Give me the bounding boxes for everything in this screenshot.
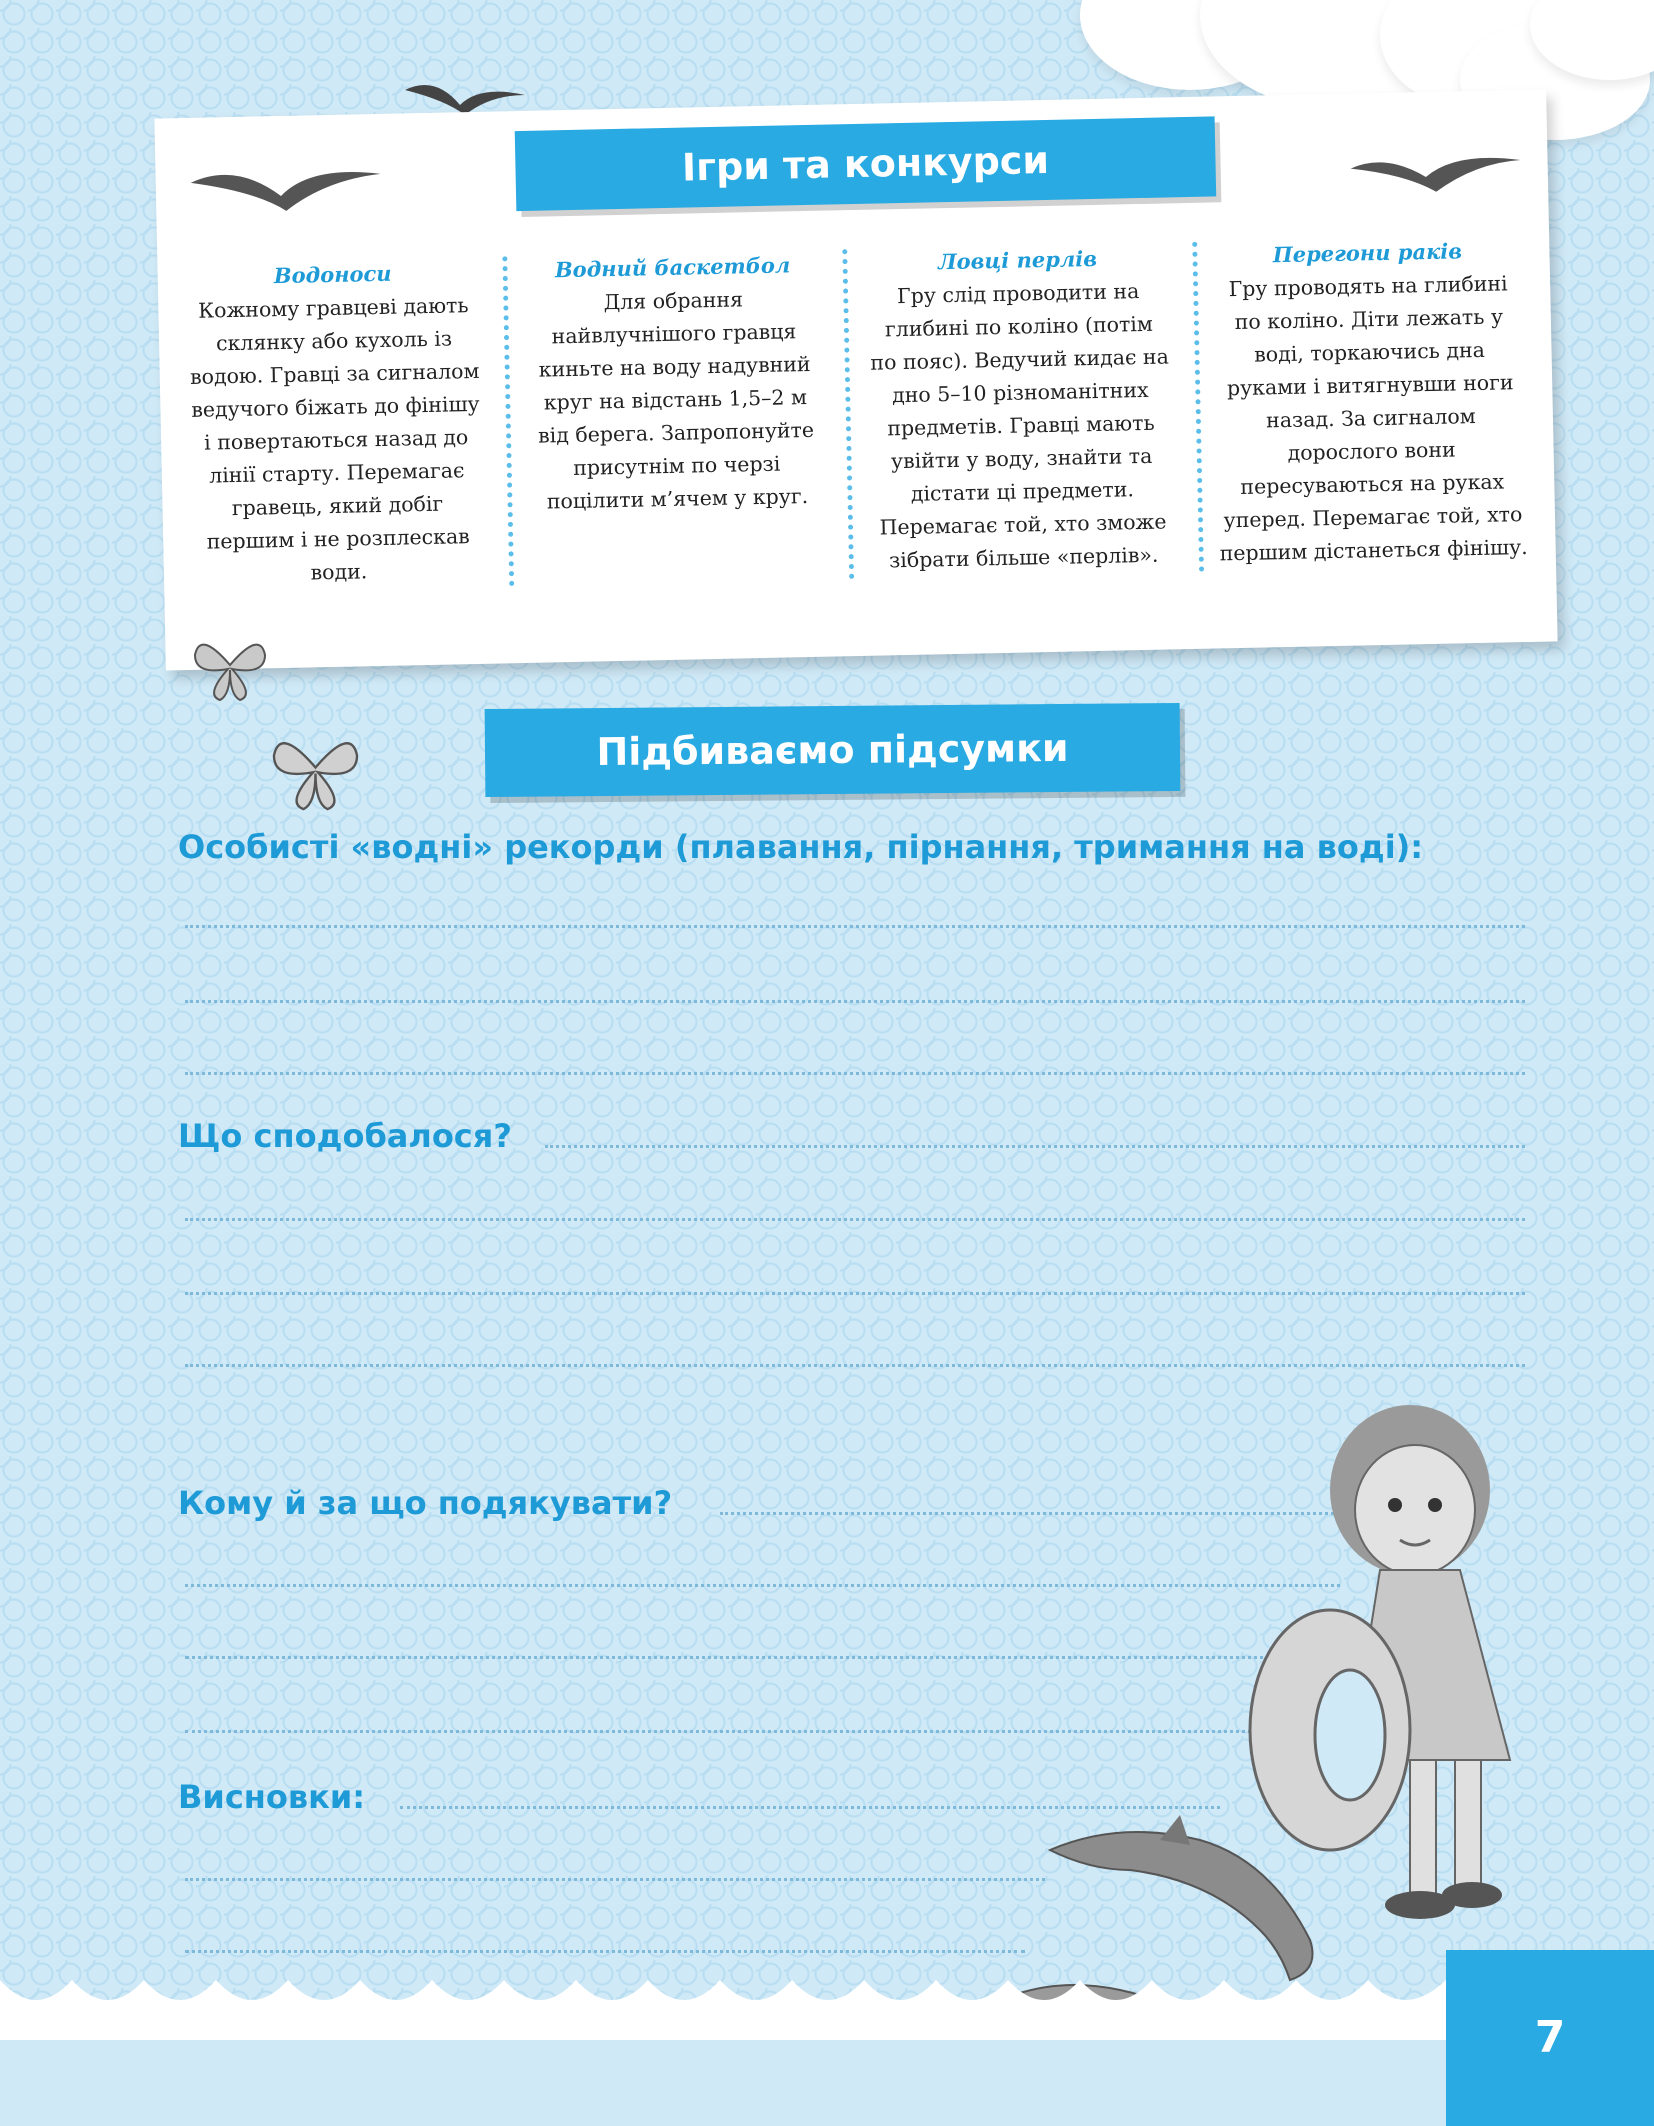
writing-line[interactable] bbox=[185, 925, 1525, 928]
column-divider bbox=[1192, 242, 1204, 572]
writing-line[interactable] bbox=[185, 1218, 1525, 1221]
column-divider bbox=[502, 256, 514, 586]
conclusions-question: Висновки: bbox=[178, 1778, 366, 1816]
game-title: Перегони раків bbox=[1272, 238, 1463, 268]
game-column bbox=[527, 250, 822, 519]
writing-line[interactable] bbox=[400, 1806, 1220, 1809]
seagull-icon bbox=[185, 154, 386, 228]
butterfly-icon bbox=[190, 625, 270, 705]
writing-line[interactable] bbox=[185, 1000, 1525, 1003]
game-column bbox=[1212, 235, 1529, 570]
writing-line[interactable] bbox=[185, 1950, 1025, 1953]
section-title-banner bbox=[515, 116, 1217, 211]
liked-question: Що сподобалося? bbox=[178, 1117, 512, 1155]
game-column bbox=[867, 242, 1174, 577]
game-title: Водоноси bbox=[273, 260, 392, 289]
column-divider bbox=[842, 249, 854, 579]
game-text: Гру проводять на глибині по коліно. Діти лежать у воді, торкаючись дна руками і витягнувши ноги назад. За сигналом дорослого вони пересуваються на руках уперед. Перемагає той, хто першим дістанеться фінішу. bbox=[1219, 271, 1528, 566]
writing-line[interactable] bbox=[185, 1730, 1275, 1733]
butterfly-icon bbox=[268, 720, 363, 815]
writing-line[interactable] bbox=[545, 1145, 1525, 1148]
game-column bbox=[187, 257, 484, 592]
page-number: 7 bbox=[1446, 1950, 1654, 2126]
game-title: Ловці перлів bbox=[937, 245, 1098, 275]
summary-banner bbox=[485, 703, 1181, 797]
seagull-icon bbox=[1345, 140, 1526, 204]
records-question: Особисті «водні» рекорди (плавання, пірнання, тримання на воді): bbox=[178, 828, 1424, 866]
summary-title: Підбиваємо підсумки bbox=[596, 725, 1069, 775]
section-title: Ігри та конкурси bbox=[681, 137, 1050, 190]
thanks-question: Кому й за що подякувати? bbox=[178, 1484, 673, 1522]
game-title: Водний баскетбол bbox=[554, 252, 791, 283]
writing-line[interactable] bbox=[185, 1878, 1045, 1881]
writing-line[interactable] bbox=[185, 1072, 1525, 1075]
writing-line[interactable] bbox=[185, 1364, 1525, 1367]
writing-line[interactable] bbox=[185, 1584, 1340, 1587]
writing-line[interactable] bbox=[185, 1292, 1525, 1295]
writing-line[interactable] bbox=[185, 1656, 1295, 1659]
waves-decoration bbox=[0, 1960, 1446, 2040]
games-card bbox=[154, 89, 1557, 670]
game-text: Для обрання найвлучнішого гравця киньте на воду надувний круг на відстань 1,5–2 м від берега. Запропонуйте присутнім по черзі поцілити м’ячем у круг. bbox=[537, 287, 815, 514]
bottom-band bbox=[0, 2040, 1446, 2126]
game-text: Гру слід проводити на глибині по коліно (потім по пояс). Ведучий кидає на дно 5–10 різноманітних предметів. Гравці мають увійти у воду, знайти та дістати ці предмети. Перемагає той, хто зможе зібрати більше «перлів». bbox=[870, 279, 1170, 573]
game-text: Кожному гравцеві дають склянку або кухоль із водою. Гравці за сигналом ведучого біжать до фінішу і повертаються назад до лінії старту. Перемагає гравець, який добіг першим і не розплескав води. bbox=[189, 293, 480, 585]
